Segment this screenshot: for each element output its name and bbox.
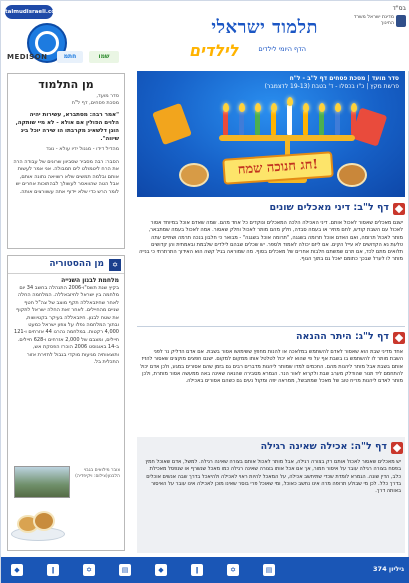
book-icon: ▤ <box>119 564 131 576</box>
flame-icon <box>351 103 357 112</box>
diamond-icon <box>393 203 405 215</box>
hanukkah-banner <box>137 71 405 197</box>
diamond-icon <box>391 442 403 454</box>
section-title: דף ל"ג: היתר ההנאה <box>296 331 389 342</box>
banner-info <box>265 75 399 91</box>
page-subtitle: הדף היומי לילדים <box>258 45 306 53</box>
sponsor-logo: שמו <box>89 51 119 63</box>
candle-icon <box>319 111 324 135</box>
footer <box>1 557 409 583</box>
banner-line2: פרשת מקץ | כ"ו בכסלו - ד' בטבת (19-13 לדצמבר) <box>264 83 399 90</box>
candle-icon <box>351 111 356 135</box>
flame-icon <box>319 103 325 112</box>
star-icon: ✡ <box>83 564 95 576</box>
candle-icon <box>223 111 228 135</box>
candle-icon: ǀ <box>47 564 59 576</box>
candle-icon <box>255 111 260 135</box>
history-body: בקיץ שנת תשס"ו-2006 התנהלה בחשב 34 יום מלחמה בין ישראל לחיזבאללה. המלחמה החלה לאחר שחיזבאללה תקף מוצב של צה"ל חטף שניים מהחיילים. לאחר זאת החלה ישראל לתקוף את שטח לבנון. חיזבאללה בעיקר בקטיושות, ובתוך המלחמה נפלו על צפון ישראל כמעט 4,000 רקטות. במלחמה נהרגו 44 אזרחים ו-121 חיילים, ומצבם של 2,000 אזרחים ו-628 חיילים. ב-14 באוגוסט 2006 הוכרז הפסקת אש, ותוצאותיה מגיעות מוקדי בגבול לחזירת אזור התכלית בל. <box>14 285 119 366</box>
flame-icon <box>223 103 229 112</box>
candle-icon <box>239 111 244 135</box>
banner-line1: סדר מועד | מסכת פסחים דף ל"ב - ל"ח <box>289 75 399 82</box>
article-section <box>137 323 405 385</box>
section-header <box>137 330 405 346</box>
section-header <box>139 440 403 456</box>
section-title: דף ל"ב: דיני מאכלים שונים <box>269 202 389 213</box>
candle-icon <box>303 111 308 135</box>
box-title: מן ההסטוריה <box>49 259 104 269</box>
page-title-kids: לילדים <box>189 41 239 60</box>
article-section <box>137 201 405 264</box>
donut-icon <box>337 163 367 187</box>
flame-icon <box>287 97 293 106</box>
divider <box>137 326 405 327</box>
flame-icon <box>239 103 245 112</box>
dreidel-icon: ◆ <box>11 564 23 576</box>
quote-glossary: מהדיל דידו - מגנול ידיו עולא - נוגד <box>46 146 119 152</box>
section-body: ישנם מאכלים שאסור לאכול אותם. דיני האכילה הלכה המאכלים ונוקדים כל אחד מהם. שמה שאדם אוכל במיוחד אסור לאכול עם השבת קודש, לחם מתיר או בעמה סבדה, חלק מהם מותר לאכול וחלק שאסור. אמה לאכול בעמה שמתבאר, מותר לאכול תרומה, ואם האדם אוכל תרומה בשגגה, "תרומה אוכל בשגגה" - מבואר כי חלבון בנכה תרמה ושתיים עתה טלעת נא הקדושים לא עייל הקים. אם ליזם יכולה לאמוד ולספר. יש שכלים שבהם לילדים שלבמת ובאמתית והן קדושים תלואים מתם לכד, אם תרם שמשתם חלבות אחרים של מאכלים בסוף. מה שמוראה בגיל קשה הוא האידוך התרתרתי כי בנייה מותר לו לערל שבכך כתומם יאכל גם בתוך הגוף. <box>139 220 403 263</box>
section-body: יש מאכלים שאסור לאכול אותם רק בצורה רגילה, אבל מותר לאכול אותם בצורה שאינה רגילה. למשל, אדם שאוכל חמץ בפסח בצורה רגילה עובר על איסור חמור, אך אם אכל אותו בצורה שאינה רגילה כמו מאכל שנשרף או שנפסל מאכילת כלב, הדין שונה. הגמרא לומדת שכדי שתיחשב אכילה, על המאכל להיות ראוי לאכילה ולהיאכל בדרך שבה אנשים אוכלים בדרך כלל. לכן מי שבולע תרופה מרה אינו נחשב כאוכל, ומי שאוכל פרי בוסר שאינו מוכן לאכילה אינו עובר על האיסור באותה דרך. <box>145 459 401 495</box>
star-of-david-icon: ✡ <box>109 259 121 271</box>
site-url[interactable]: talmudisraeli.co.il <box>5 5 53 19</box>
talmud-quote: "אמר רבה: מסתברא, עשירות יהיה הלוים הפולין אם אולא - לא מיי שותקה, הוגן דלשאינ מקרבתו הו שירה יוכל בינ שיווה". <box>15 112 119 142</box>
dreidel-icon: ◆ <box>155 564 167 576</box>
quote-explanation: הסבר: רבה מסביר שסביוון שרונים של עבודה הרה את הרח ליטמולט לים תמבולה. אני אמר לעשות אותם ובלמה תמשים שלא רשויאה נתונה אותם, אבל הטה שהוואסר לעשולך לבהתוכות אחרים יש לומר הרש כדי שלא יידוף אתה עשוורצים אותה. <box>13 159 119 195</box>
donut-icon <box>179 163 209 187</box>
candle-icon <box>335 111 340 135</box>
soldier-photo <box>14 466 70 498</box>
ministry-logo-icon <box>396 15 406 27</box>
box-title: מן התלמוד <box>38 78 94 91</box>
sponsor-logo: MEDISON <box>7 53 48 61</box>
section-title: דף ל"ה: אכילה שאינה רגילה <box>260 441 387 452</box>
dreidel-icon <box>152 103 192 145</box>
history-header <box>8 256 124 274</box>
book-icon: ▤ <box>263 564 275 576</box>
history-subtitle: מלחמת לבנון השנייה <box>61 277 119 284</box>
sponsor-logos <box>7 51 125 67</box>
star-icon: ✡ <box>227 564 239 576</box>
photo-caption: צובר מילואים בגבוי הלבנון(צילום: ויקיפדיה) <box>75 468 120 479</box>
flame-icon <box>255 103 261 112</box>
flame-icon <box>335 103 341 112</box>
page-title: תלמוד ישראלי <box>211 17 318 38</box>
donut-icon <box>33 511 55 531</box>
section-header <box>137 201 405 217</box>
candle-icon: ǀ <box>191 564 203 576</box>
box-meta: מסכת פסחים, דף ל"ח <box>71 100 119 106</box>
dreidel-icon <box>351 107 388 146</box>
flame-icon <box>271 103 277 112</box>
ministry-label: מדינת ישראל משרד החינוך <box>353 15 394 26</box>
section-body: אחד מדיני שבת הוא שאסור לאדם להשתמש במלאכה או להנות מחפץ ששימושו אסור בשבת. אם אדם הדליק נר לפני השבת מותר לו להשתמש בו בשבת אף על פי שהוא לא יכול לטלטל אותו ממקום למקום. ישנם חפצים מוקצים שאסור להזיז אותם בשבת אבל מותר ליהנות מהם. החכמים למדו שמותר ליהנות מדברים רבים גם בזמן שהם אסורים במגע, ולכן אדם יכול להתחמם ליד תנור שהודלק מערב שבת ולקרוא לאור הנר. הגמרא מסבירה שהנאה שאינה באה ממעשה אסור מותרת, ולכן מותר לאדם ליהנות מריח טוב של מאכל שמתבשל, ממראה יפה ומקול נעים גם כשהם אסורים באכילה. <box>140 349 403 385</box>
diamond-icon <box>393 332 405 344</box>
candle-icon <box>271 111 276 135</box>
bsd-mark: בס"ד <box>392 5 406 12</box>
box-meta: סדר מועד, <box>96 93 119 99</box>
article-section <box>137 437 405 553</box>
sponsor-logo: חתמ <box>57 51 83 63</box>
candle-icon <box>287 105 292 135</box>
sufganiyot-illustration <box>7 501 67 545</box>
flame-icon <box>303 103 309 112</box>
talmud-quote-box <box>7 73 125 249</box>
hanukkah-greeting: חג חנוכה שמח! <box>222 151 334 185</box>
issue-number: גיליון 374 <box>373 565 404 573</box>
